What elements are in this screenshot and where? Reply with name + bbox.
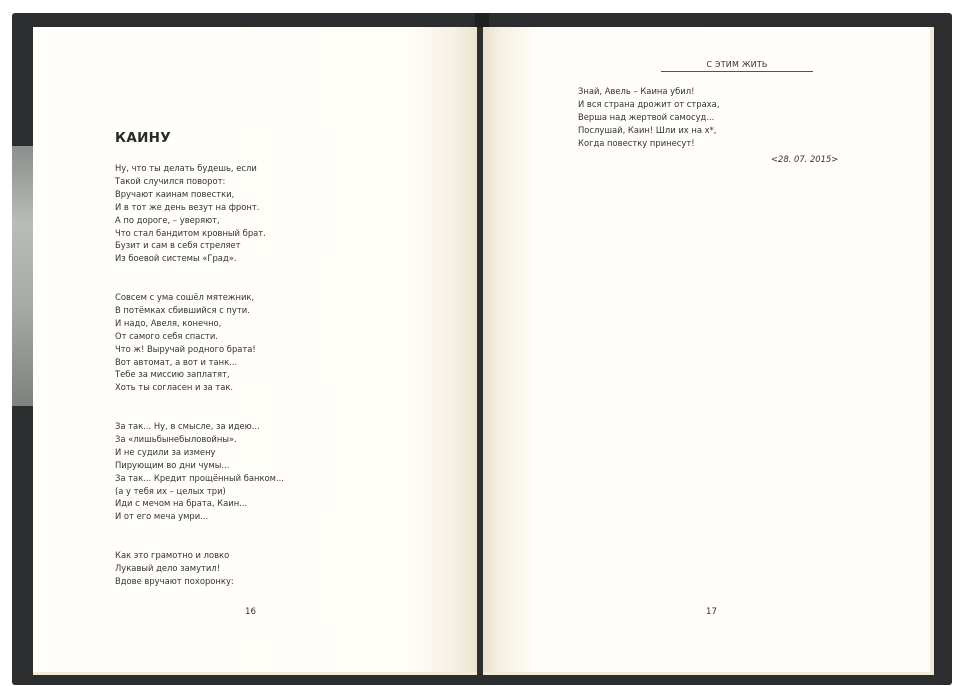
poem-line: И вся страна дрожит от страха, (578, 98, 720, 109)
running-head: С ЭТИМ ЖИТЬ (661, 60, 813, 72)
poem-line: И надо, Авеля, конечно, (115, 317, 222, 328)
stanza-4 (115, 549, 234, 588)
poem-line: А по дороге, – уверяют, (115, 214, 220, 225)
page-number: 17 (706, 607, 717, 617)
poem-line: Что ж! Выручай родного брата! (115, 343, 256, 354)
left-page (33, 27, 477, 675)
poem-line: Иди с мечом на брата, Каин... (115, 498, 248, 509)
poem-line: Тебе за миссию заплатят, (115, 369, 230, 380)
poem-title: КАИНУ (115, 130, 171, 146)
poem-line: И от его меча умри... (115, 511, 209, 522)
poem-line: Такой случился поворот: (115, 175, 226, 186)
poem-line: Что стал бандитом кровный брат. (115, 227, 266, 238)
poem-line: Вот автомат, а вот и танк... (115, 356, 238, 367)
stanza-final (578, 85, 719, 150)
page-number: 16 (245, 607, 256, 617)
book-spine (475, 13, 489, 27)
poem-line: Лукавый дело замутил! (115, 562, 221, 573)
poem-line: Верша над жертвой самосуд... (578, 111, 715, 122)
poem-line: (а у тебя их – целых три) (115, 485, 226, 496)
poem-line: И не судили за измену (115, 446, 216, 457)
stanza-1 (115, 162, 266, 265)
poem-line: Совсем с ума сошёл мятежник, (115, 292, 255, 302)
poem-line: От самого себя спасти. (115, 330, 218, 341)
poem-line: Пирующим во дни чумы... (115, 459, 230, 470)
poem-line: Как это грамотно и ловко (115, 550, 230, 560)
poem-line: Бузит и сам в себя стреляет (115, 240, 241, 251)
poem-line: За так... Ну, в смысле, за идею... (115, 421, 260, 431)
poem-line: За «лишьбынебыловойны». (115, 433, 237, 444)
poem-line: Вдове вручают похоронку: (115, 575, 234, 586)
right-page (483, 27, 930, 675)
poem-line: Из боевой системы «Град». (115, 253, 237, 264)
poem-line: Знай, Авель – Каина убил! (578, 86, 695, 96)
page-stack-edge (930, 27, 934, 675)
poem-line: Ну, что ты делать будешь, если (115, 163, 257, 173)
poem-line: И в тот же день везут на фронт. (115, 201, 260, 212)
stanza-3 (115, 420, 284, 523)
poem-line: Вручают каинам повестки, (115, 188, 235, 199)
stanza-2 (115, 291, 256, 394)
poem-line: Когда повестку принесут! (578, 137, 695, 148)
poem-line: Хоть ты согласен и за так. (115, 382, 234, 393)
poem-line: За так... Кредит прощённый банком... (115, 472, 284, 483)
poem-line: В потёмках сбившийся с пути. (115, 304, 250, 315)
poem-date: <28. 07. 2015> (771, 154, 839, 164)
poem-line: Послушай, Каин! Шли их на х*, (578, 124, 717, 135)
